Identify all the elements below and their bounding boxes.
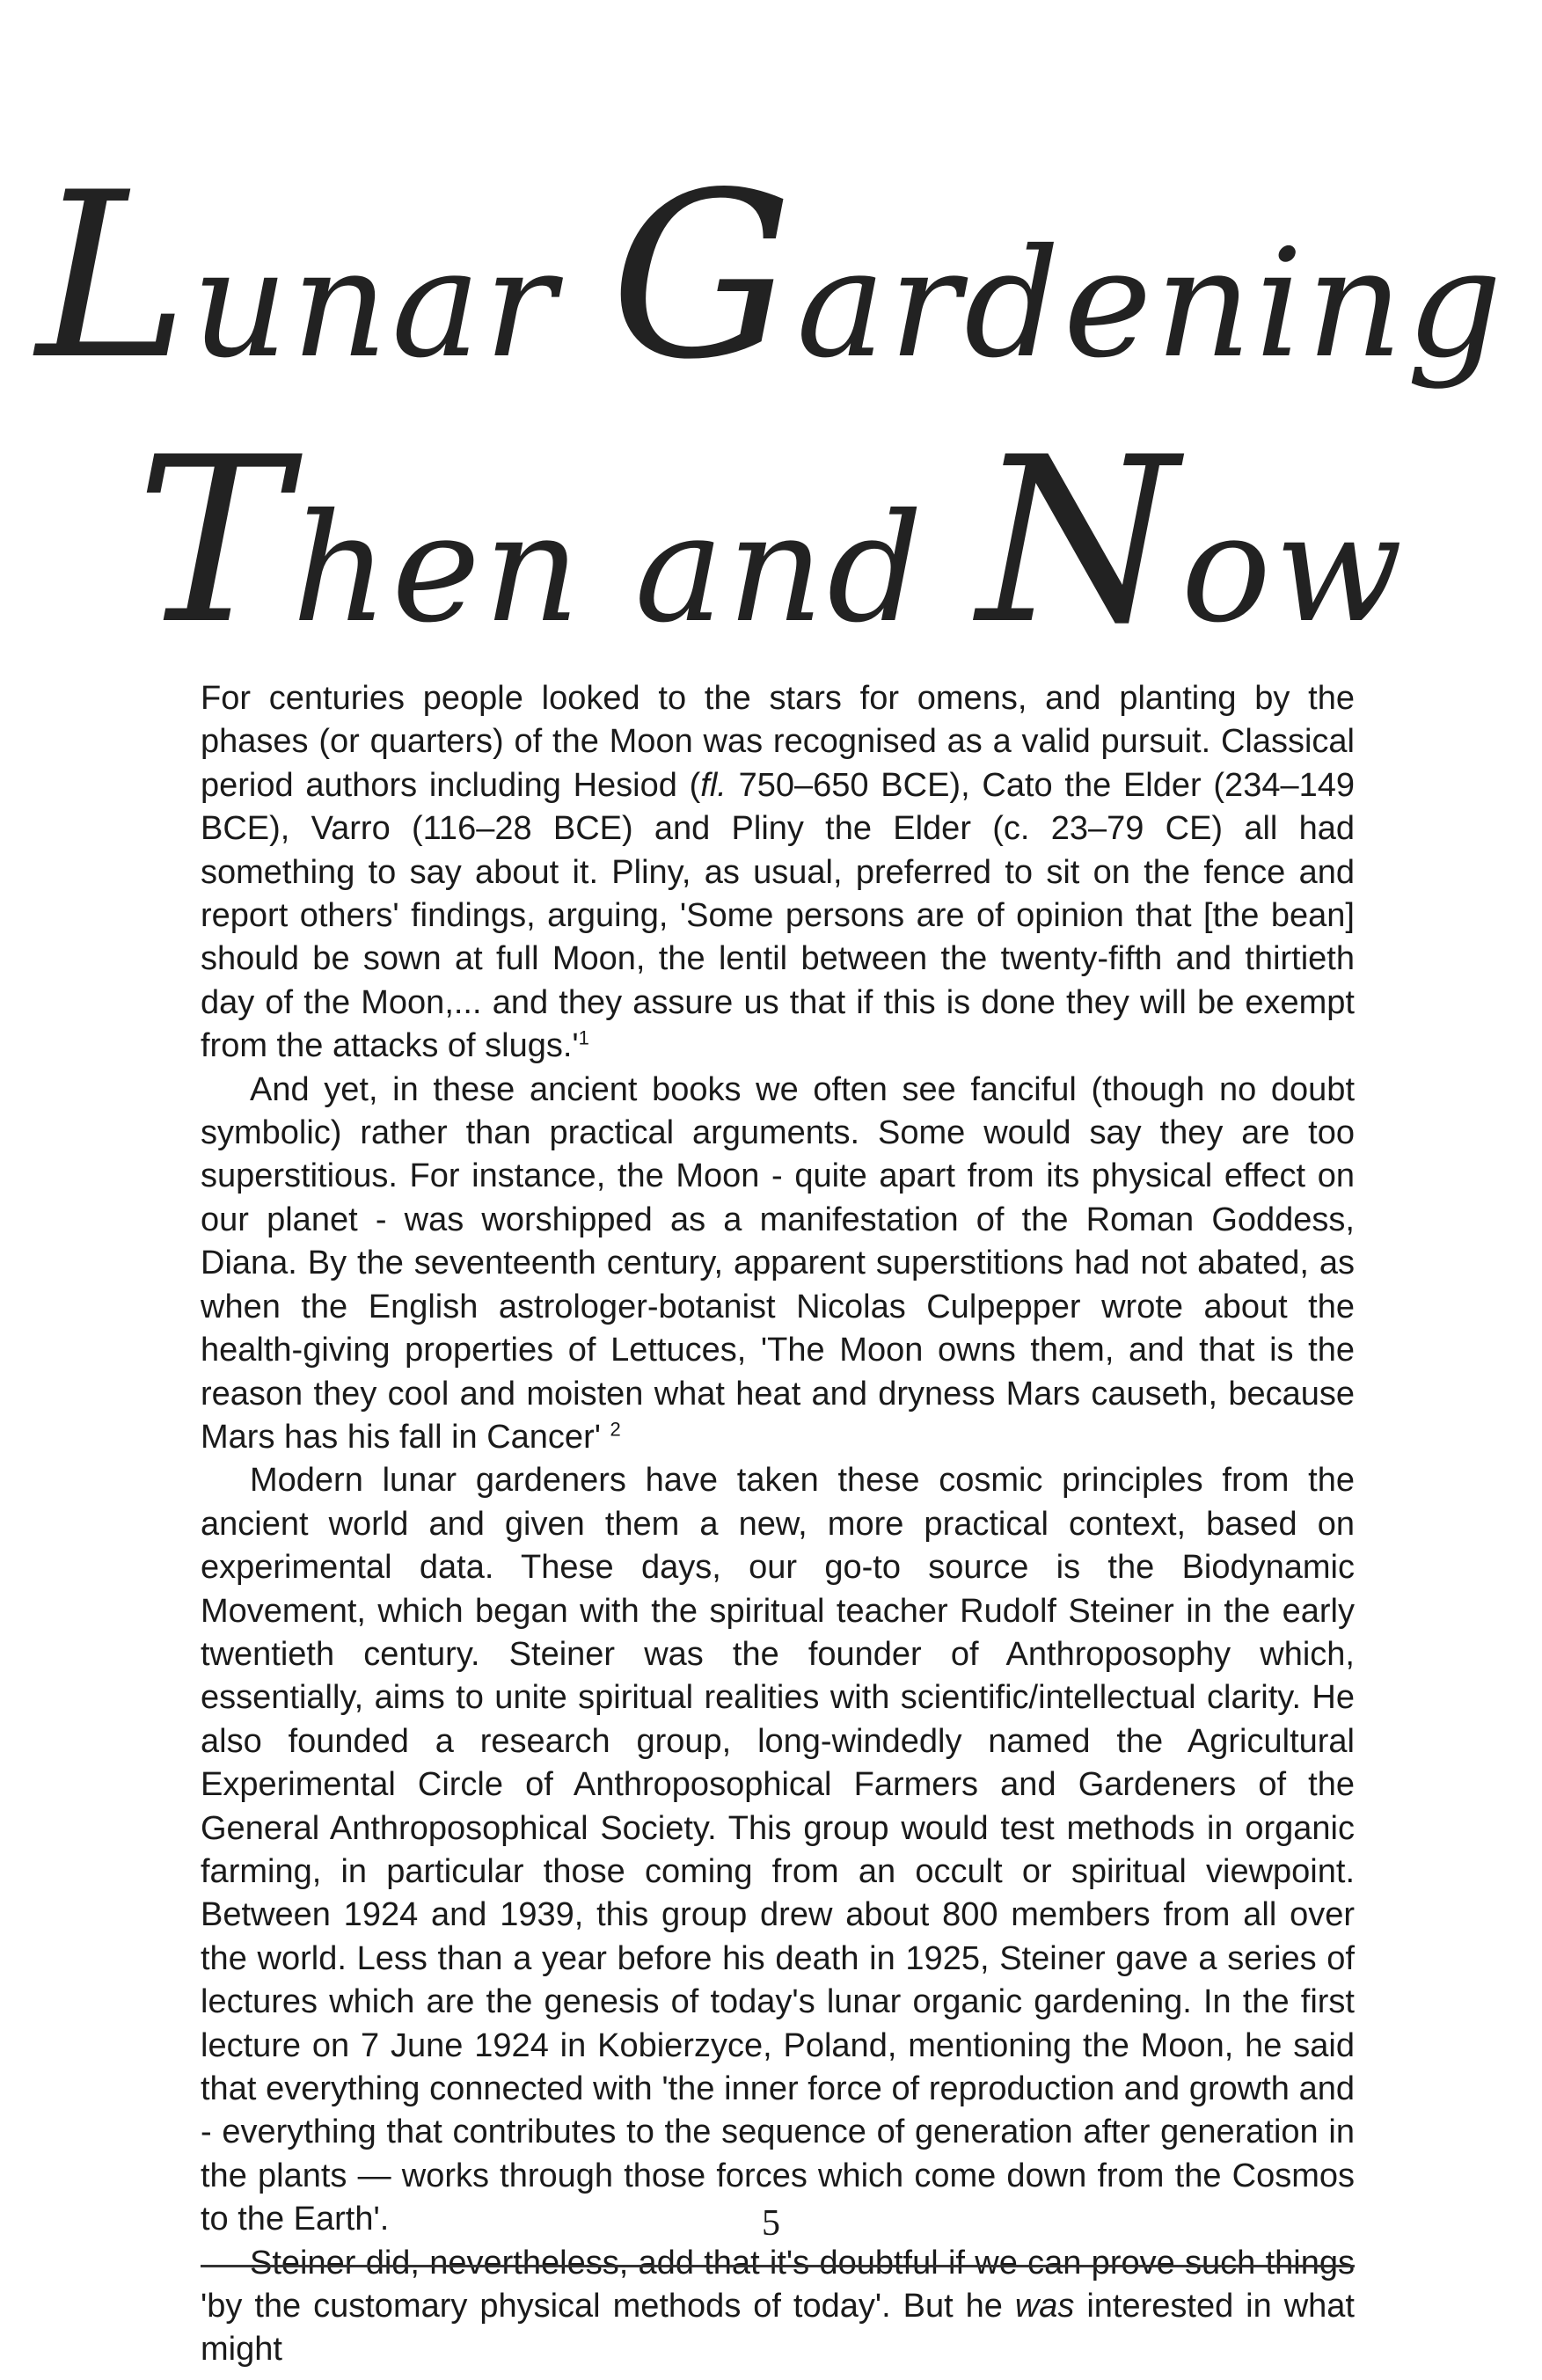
paragraph-2 xyxy=(201,1069,1355,1460)
paragraph-emphasis: was xyxy=(1014,2288,1075,2325)
footnote-marker-1: 1 xyxy=(578,1026,589,1049)
body-text xyxy=(201,677,1355,2372)
chapter-title-line-2 xyxy=(0,409,1542,688)
paragraph-1 xyxy=(201,677,1355,1069)
title-initial: L xyxy=(36,144,193,410)
title-initial: T xyxy=(135,409,292,675)
page-number: 5 xyxy=(762,2203,780,2244)
title-word-part: hen and xyxy=(291,482,978,656)
paragraph-text: For centuries people looked to the stars for omens, and planting by the phases (or quarters) of the Moon was recognised as a valid pursuit. Classical period authors including Hesiod ( xyxy=(201,680,1355,804)
paragraph-text: 750–650 BCE), Cato the Elder (234–149 BCE), Varro (116–28 BCE) and Pliny the Elder (c. 23–79 CE) all had something to say about it. Pliny, as usual, preferred to sit on the fence and report others' findings, arguing, 'Some persons are of opinion that [the bean] should be sown at full Moon, the lentil between the twenty-fifth and thirtieth day of the Moon,... and they assure us that if this is done they will be exempt from the attacks of slugs.' xyxy=(201,766,1355,1065)
title-word-part: unar xyxy=(192,217,610,391)
paragraph-text: Modern lunar gardeners have taken these cosmic principles from the ancient world and given them a new, more practical context, based on experimental data. These days, our go-to source is the Biodynamic Movement, which began with the spiritual teacher Rudolf Steiner in the early twentieth century. Steiner was the founder of Anthroposophy which, essentially, aims to unite spiritual realities with scientific/intellectual clarity. He also founded a research group, long-windedly named the Agricultural Experimental Circle of Anthroposophical Farmers and Gardeners of the General Anthroposophical Society. This group would test methods in organic farming, in particular those coming from an occult or spiritual viewpoint. Between 1924 and 1939, this group drew about 800 members from all over the world. Less than a year before his death in 1925, Steiner gave a series of lectures which are the genesis of today's lunar organic gardening. In the first lecture on 7 June 1924 in Kobierzyce, Poland, mentioning the Moon, he said that everything connected with 'the inner force of reproduction and growth and - everything that contributes to the sequence of generation after generation in the plants — works through those forces which come down from the Cosmos to the Earth'. xyxy=(201,1462,1355,2238)
title-initial: G xyxy=(610,144,797,410)
footnote-marker-2: 2 xyxy=(610,1418,621,1441)
paragraph-4 xyxy=(201,2242,1355,2372)
title-word-part: ow xyxy=(1180,482,1407,656)
paragraph-emphasis: fl. xyxy=(700,766,727,804)
paragraph-text: interested in what might xyxy=(201,2288,1355,2369)
title-word-part: ardening xyxy=(796,217,1506,391)
title-initial: N xyxy=(977,409,1181,675)
paragraph-text: And yet, in these ancient books we often see fanciful (though no doubt symbolic) rather than practical arguments. Some would say they are too superstitious. For instance, the Moon - quite apart from its physical effect on our planet - was worshipped as a manifestation of the Roman Goddess, Diana. By the seventeenth century, apparent superstitions had not abated, as when the English astrologer-botanist Nicolas Culpepper wrote about the health-giving properties of Lettuces, 'The Moon owns them, and that is the reason they cool and moisten what heat and dryness Mars causeth, because Mars has his fall in Cancer' xyxy=(201,1070,1355,1456)
footer-rule xyxy=(201,2265,1355,2267)
paragraph-text: Steiner did, nevertheless, add that it's doubtful if we can prove such things 'by the customary physical methods of today'. But he xyxy=(201,2244,1355,2325)
chapter-title-line-1 xyxy=(0,144,1542,423)
paragraph-3 xyxy=(201,1459,1355,2241)
chapter-title xyxy=(0,144,1542,688)
